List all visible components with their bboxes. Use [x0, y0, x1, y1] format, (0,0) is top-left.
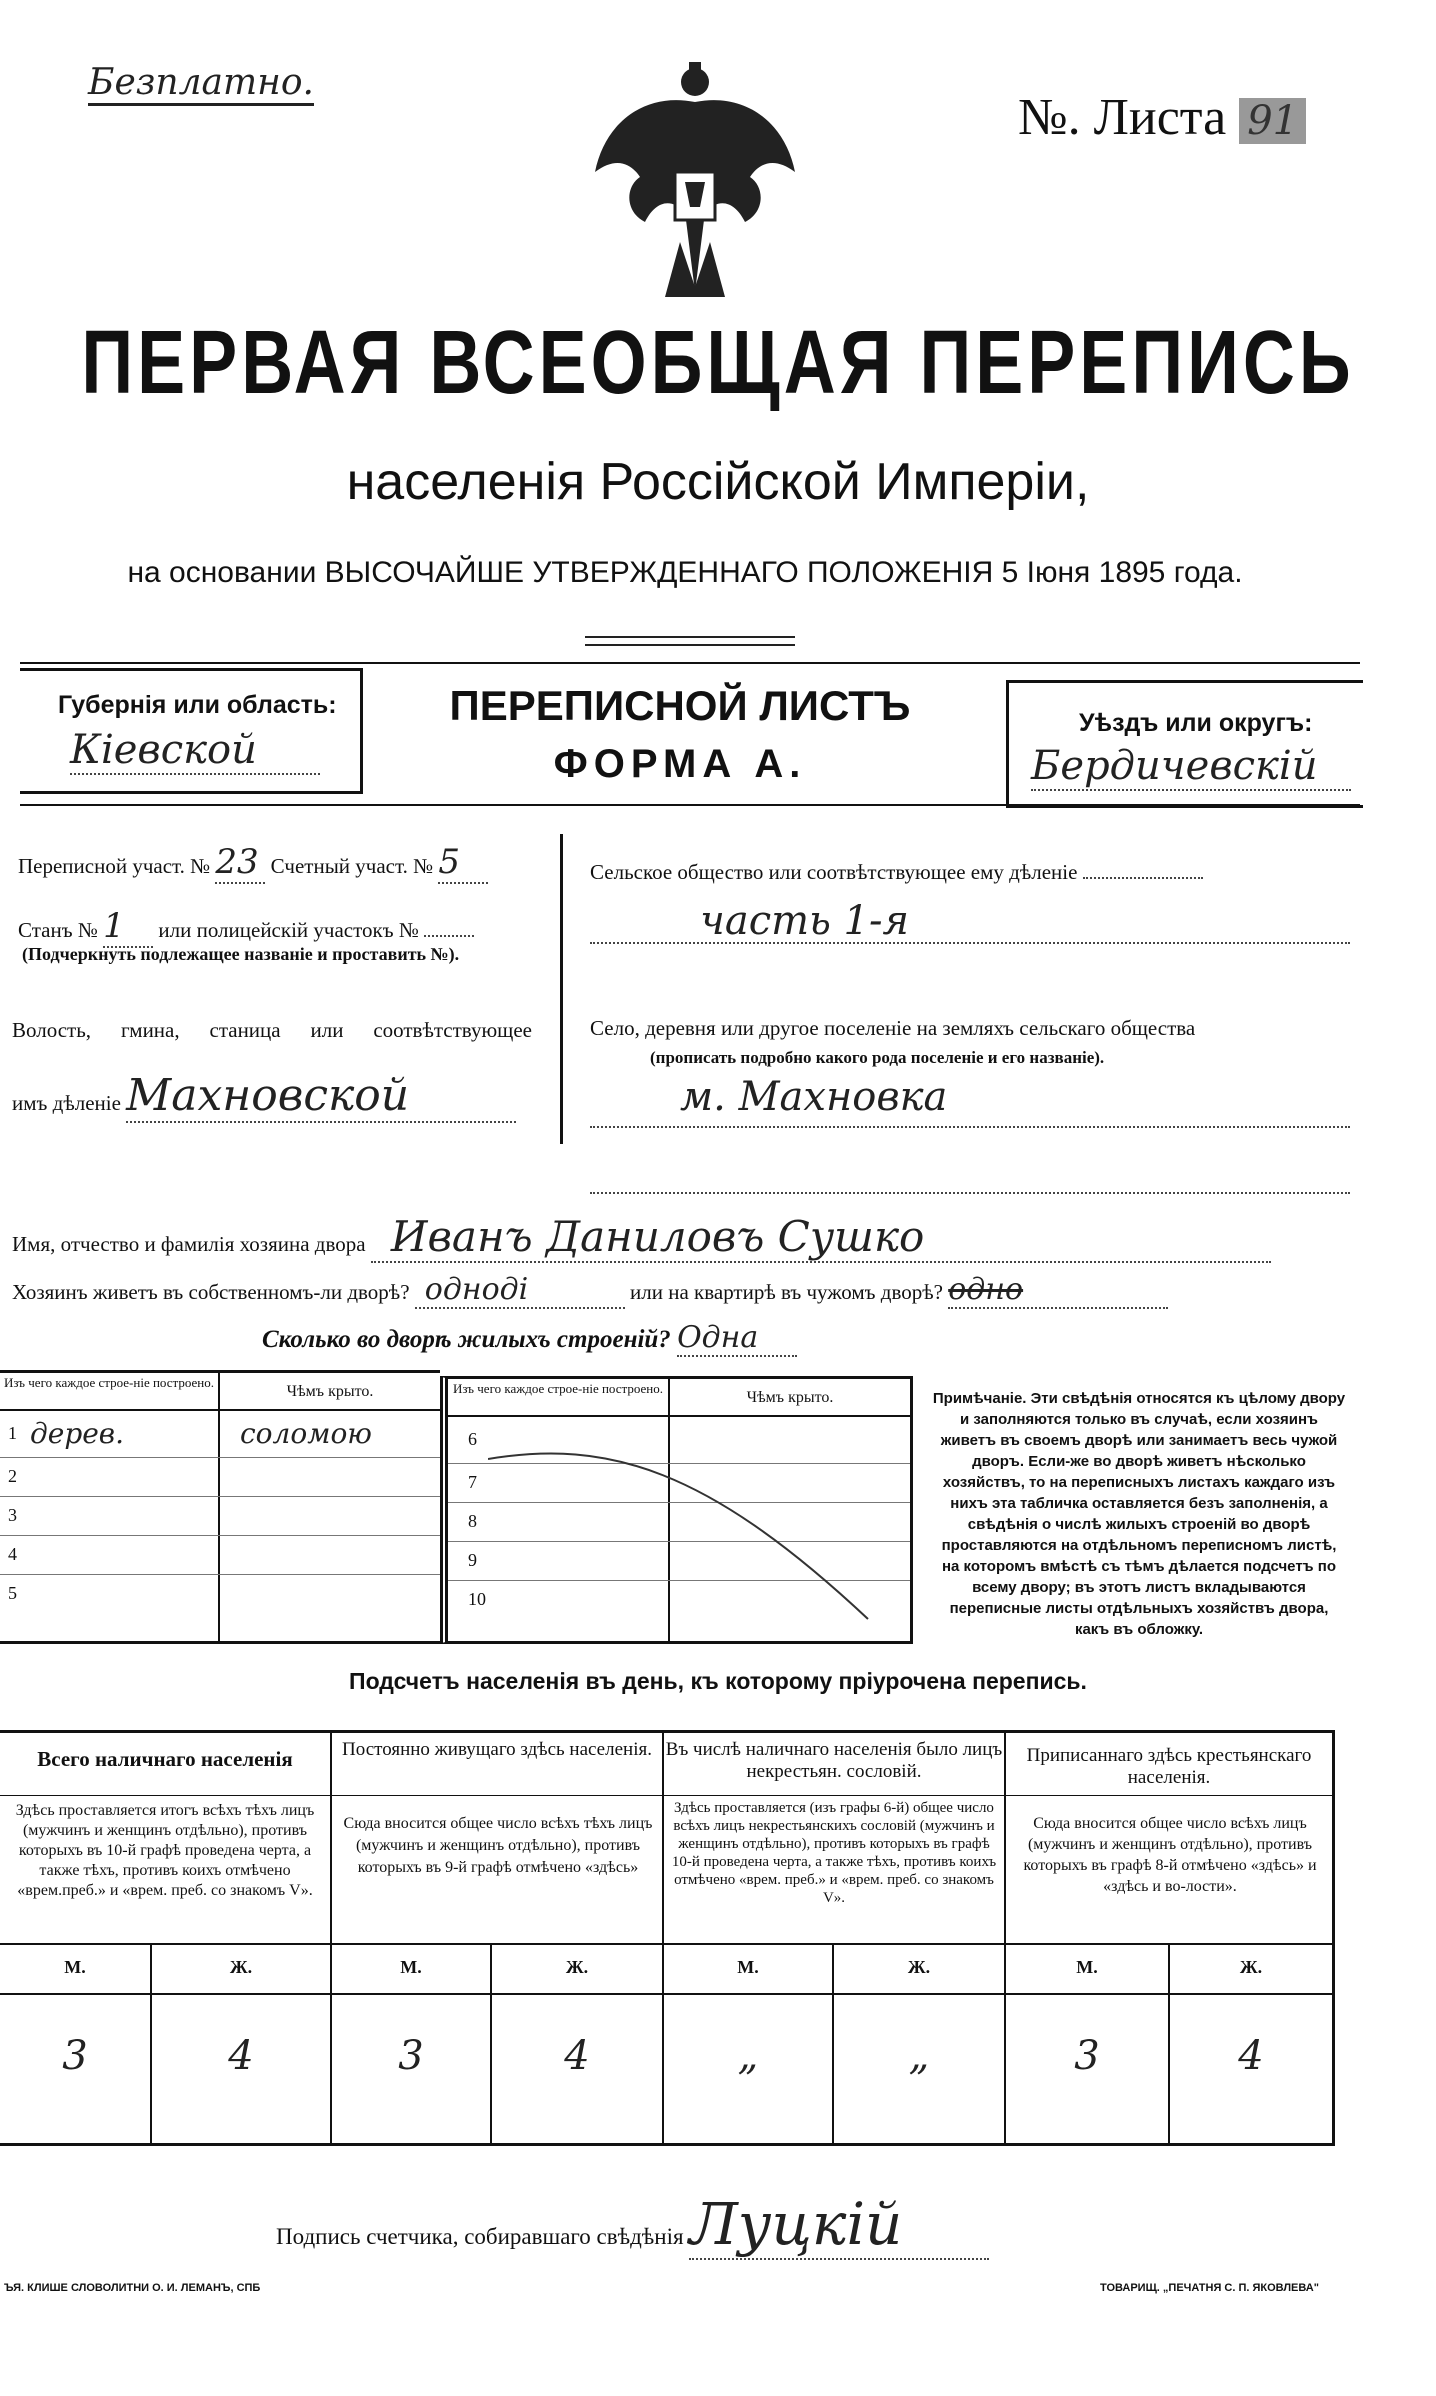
pop-value: „ — [737, 2033, 759, 2079]
buildings-note: Примѣчаніе. Эти свѣдѣнія относятся къ цѣлому двору и заполняются только въ случаѣ, если хозяинъ живетъ въ своемъ дворѣ или занимаетъ весь чужой дворъ. Если-же во дворѣ живетъ нѣсколько хозяйствъ, то на переписныхъ листахъ каждаго изъ нихъ эта табличка оставляется безъ заполненія, а свѣдѣнія о числѣ жилыхъ строеній во дворѣ проставляются на отдѣльномъ переписномъ листѣ, на которомъ вмѣстѣ съ тѣмъ дѣлается подсчетъ по всему двору; въ этотъ листъ вкладываются переписные листы отдѣльныхъ хозяйствъ двора, какъ въ обложку. — [932, 1390, 1346, 1638]
double-headed-eagle-emblem — [585, 62, 805, 302]
printer-right: ТОВАРИЩ. „ПЕЧАТНЯ С. П. ЯКОВЛЕВА" — [1100, 2282, 1319, 2294]
village-label: Село, деревня или другое поселеніе на земляхъ сельскаго общества — [590, 1016, 1196, 1040]
pop-col-desc: Здѣсь проставляется итогъ всѣхъ тѣхъ лицъ (мужчинъ и женщинъ отдѣльно), противъ которыхъ въ 10-й графѣ проведена черта, а также тѣхъ, противъ коихъ отмѣчено «врем.преб.» и «врем. преб. со знакомъ V». — [15, 1802, 315, 1899]
volost-label-2: имъ дѣленіе — [12, 1091, 121, 1115]
village-note: (прописать подробно какого рода поселеніе и его названіе). — [650, 1048, 1105, 1067]
col-roof-header-2: Чѣмъ крыто. — [746, 1389, 834, 1406]
table-row: 6 — [448, 1419, 910, 1464]
sheet-number-value: 91 — [1239, 98, 1306, 144]
volost-value: Махновской — [126, 1070, 516, 1123]
counting-section-value: 5 — [438, 842, 488, 884]
printer-left: ЪЯ. КЛИШЕ СЛОВОЛИТНИ О. И. ЛЕМАНЪ, СПБ — [4, 2282, 261, 2294]
location-divider — [560, 834, 563, 1144]
pop-value: 3 — [62, 2033, 88, 2079]
buildings-count-row — [262, 1320, 797, 1357]
table-row: 3 — [0, 1497, 440, 1536]
counting-section-label: Счетный участ. № — [270, 854, 434, 878]
sheet-number — [1018, 88, 1306, 147]
buildings-table-left — [0, 1370, 440, 1644]
district-value: Бердичевскій — [1031, 743, 1351, 791]
table-row: 2 — [0, 1458, 440, 1497]
census-section-label: Переписной участ. № — [18, 854, 211, 878]
owner-lives-value: одноді — [415, 1272, 625, 1309]
owner-lives-row — [12, 1272, 1168, 1309]
pop-value: „ — [908, 2033, 930, 2079]
province-label: Губернія или область: — [58, 691, 337, 719]
buildings-count-value: Одна — [677, 1320, 797, 1357]
pop-value: 4 — [564, 2033, 590, 2079]
pop-value: 3 — [398, 2033, 424, 2079]
form-header-top-rule — [20, 662, 1360, 664]
table-row: 8 — [448, 1503, 910, 1542]
pop-col-desc: Сюда вносится общее число всѣхъ лицъ (мужчинъ и женщинъ отдѣльно), противъ которыхъ въ графѣ 8-й отмѣчено «здѣсь» и «здѣсь и во-лости». — [1023, 1815, 1317, 1895]
owner-rent-label: или на квартирѣ въ чужомъ дворѣ? — [630, 1280, 943, 1304]
table-row: 7 — [448, 1464, 910, 1503]
province-value: Кіевской — [70, 727, 320, 775]
table-row: 5 — [8, 1583, 17, 1603]
form-subtitle: ФОРМА А. — [553, 742, 807, 786]
stan-label: Станъ № — [18, 918, 98, 942]
pop-col-header: Всего наличнаго населенія — [37, 1747, 293, 1771]
pop-col-desc: Сюда вносится общее число всѣхъ тѣхъ лицъ (мужчинъ и женщинъ отдѣльно), противъ которыхъ въ 9-й графѣ отмѣчено «здѣсь» — [343, 1815, 653, 1876]
census-section-value: 23 — [215, 842, 265, 884]
pop-value: 3 — [1074, 2033, 1100, 2079]
owner-name-value: Иванъ Даниловъ Сушко — [371, 1212, 1271, 1263]
rural-society-value: часть 1-я — [700, 898, 910, 944]
strike-through-mark — [488, 1439, 888, 1629]
buildings-count-label: Сколько во дворѣ жилыхъ строеній? — [262, 1326, 671, 1353]
census-section-row — [18, 842, 488, 884]
police-label: или полицейскій участокъ № — [158, 918, 419, 942]
page-title: ПЕРВАЯ ВСЕОБЩАЯ ПЕРЕПИСЬ — [81, 313, 1355, 413]
table-row: 9 — [448, 1542, 910, 1581]
free-label: Безплатно. — [88, 62, 314, 106]
village-line-2 — [590, 1192, 1350, 1194]
owner-name-label: Имя, отчество и фамилія хозяина двора — [12, 1232, 366, 1256]
signature-label: Подпись счетчика, собиравшаго свѣдѣнія — [276, 2224, 684, 2249]
pop-col-header: Въ числѣ наличнаго населенія было лицъ некрестьян. сословій. — [665, 1739, 1003, 1782]
ornament-divider — [585, 636, 795, 646]
pop-value: 4 — [228, 2033, 254, 2079]
volost-row — [12, 1070, 516, 1123]
owner-rent-value: одно — [948, 1272, 1168, 1309]
pop-col-desc: Здѣсь проставляется (изъ графы 6-й) общее число всѣхъ лицъ некрестьянскихъ сословій (мужчинъ и женщинъ отдѣльно), противъ которыхъ въ графѣ 10-й проведена черта, а также тѣхъ, противъ коихъ отмѣчено «врем. преб.» и «врем. преб. со знакомъ V». — [671, 1800, 997, 1906]
buildings-table-right — [440, 1376, 913, 1644]
table-row: 10 — [468, 1589, 486, 1609]
district-box — [1006, 680, 1363, 808]
stan-row — [18, 906, 474, 948]
province-box — [20, 668, 363, 794]
page-subtitle: населенія Россійской Имперіи, — [346, 453, 1090, 511]
table-row: 1 дерев. соломою — [0, 1413, 440, 1458]
village-line-1 — [590, 1126, 1350, 1128]
rural-society-row — [590, 860, 1203, 885]
village-value: м. Махновка — [680, 1074, 948, 1120]
col-roof-header: Чѣмъ крыто. — [286, 1383, 374, 1400]
pop-col-header: Постоянно живущаго здѣсь населенія. — [342, 1739, 652, 1760]
table-row: 4 — [0, 1536, 440, 1575]
rural-society-label: Сельское общество или соотвѣтствующее ему дѣленіе — [590, 860, 1078, 884]
col-material-header: Изъ чего каждое строе-ніе построено. — [4, 1375, 214, 1390]
signature-value: Луцкій — [689, 2190, 989, 2260]
signature-row — [276, 2190, 989, 2260]
col-material-header-2: Изъ чего каждое строе-ніе построено. — [453, 1381, 663, 1396]
pop-col-header: Приписаннаго здѣсь крестьянскаго населенія. — [1026, 1745, 1312, 1788]
basis-line: на основании ВЫСОЧАЙШЕ УТВЕРЖДЕННАГО ПОЛОЖЕНІЯ 5 Іюня 1895 года. — [127, 556, 1243, 589]
population-table: Всего наличнаго населенія Здѣсь проставляется итогъ всѣхъ тѣхъ лицъ (мужчинъ и женщинъ отдѣльно), противъ которыхъ въ 10-й графѣ проведена черта, а также тѣхъ, противъ коихъ отмѣчено «врем.преб.» и «врем. преб. со знакомъ V». М. Ж. 3 4 Постоянно живущаго здѣсь населенія. Сюда вносится общее число всѣхъ тѣхъ лицъ (мужчинъ и женщинъ отдѣльно), противъ которыхъ въ 9-й графѣ отмѣчено «здѣсь» М. Ж. 3 4 Въ числѣ наличнаго населенія было лицъ некрестьян. сословій. Здѣсь проставляется (изъ графы 6-й) общее число всѣхъ лицъ некрестьянскихъ сословій (мужчинъ и женщинъ отдѣльно), противъ которыхъ въ графѣ 10-й проведена черта, а также тѣхъ, противъ коихъ отмѣчено «врем. преб.» и «врем. преб. со знакомъ V». М. Ж. „ „ Приписаннаго здѣсь крестьянскаго населенія. Сюда вносится общее число всѣхъ лицъ (мужчинъ и женщинъ отдѣльно), противъ которыхъ въ графѣ 8-й отмѣчено «здѣсь» и «здѣсь и во-лости». М. Ж. 3 4 — [0, 1730, 1335, 2146]
owner-name-row — [12, 1212, 1271, 1263]
pop-value: 4 — [1238, 2033, 1264, 2079]
sheet-number-label: №. Листа — [1018, 89, 1227, 146]
volost-label: Волость, гмина, станица или соотвѣтствующее — [12, 1018, 532, 1042]
population-title: Подсчетъ населенія въ день, къ которому пріурочена перепись. — [349, 1668, 1087, 1694]
owner-lives-label: Хозяинъ живетъ въ собственномъ-ли дворѣ? — [12, 1280, 410, 1304]
police-note: (Подчеркнуть подлежащее названіе и проставить №). — [22, 944, 460, 964]
form-header-bottom-rule — [20, 804, 1360, 806]
form-title: ПЕРЕПИСНОЙ ЛИСТЪ — [449, 682, 911, 729]
district-label: Уѣздъ или округъ: — [1079, 709, 1313, 737]
rural-society-line — [590, 942, 1350, 944]
stan-value: 1 — [103, 906, 153, 948]
